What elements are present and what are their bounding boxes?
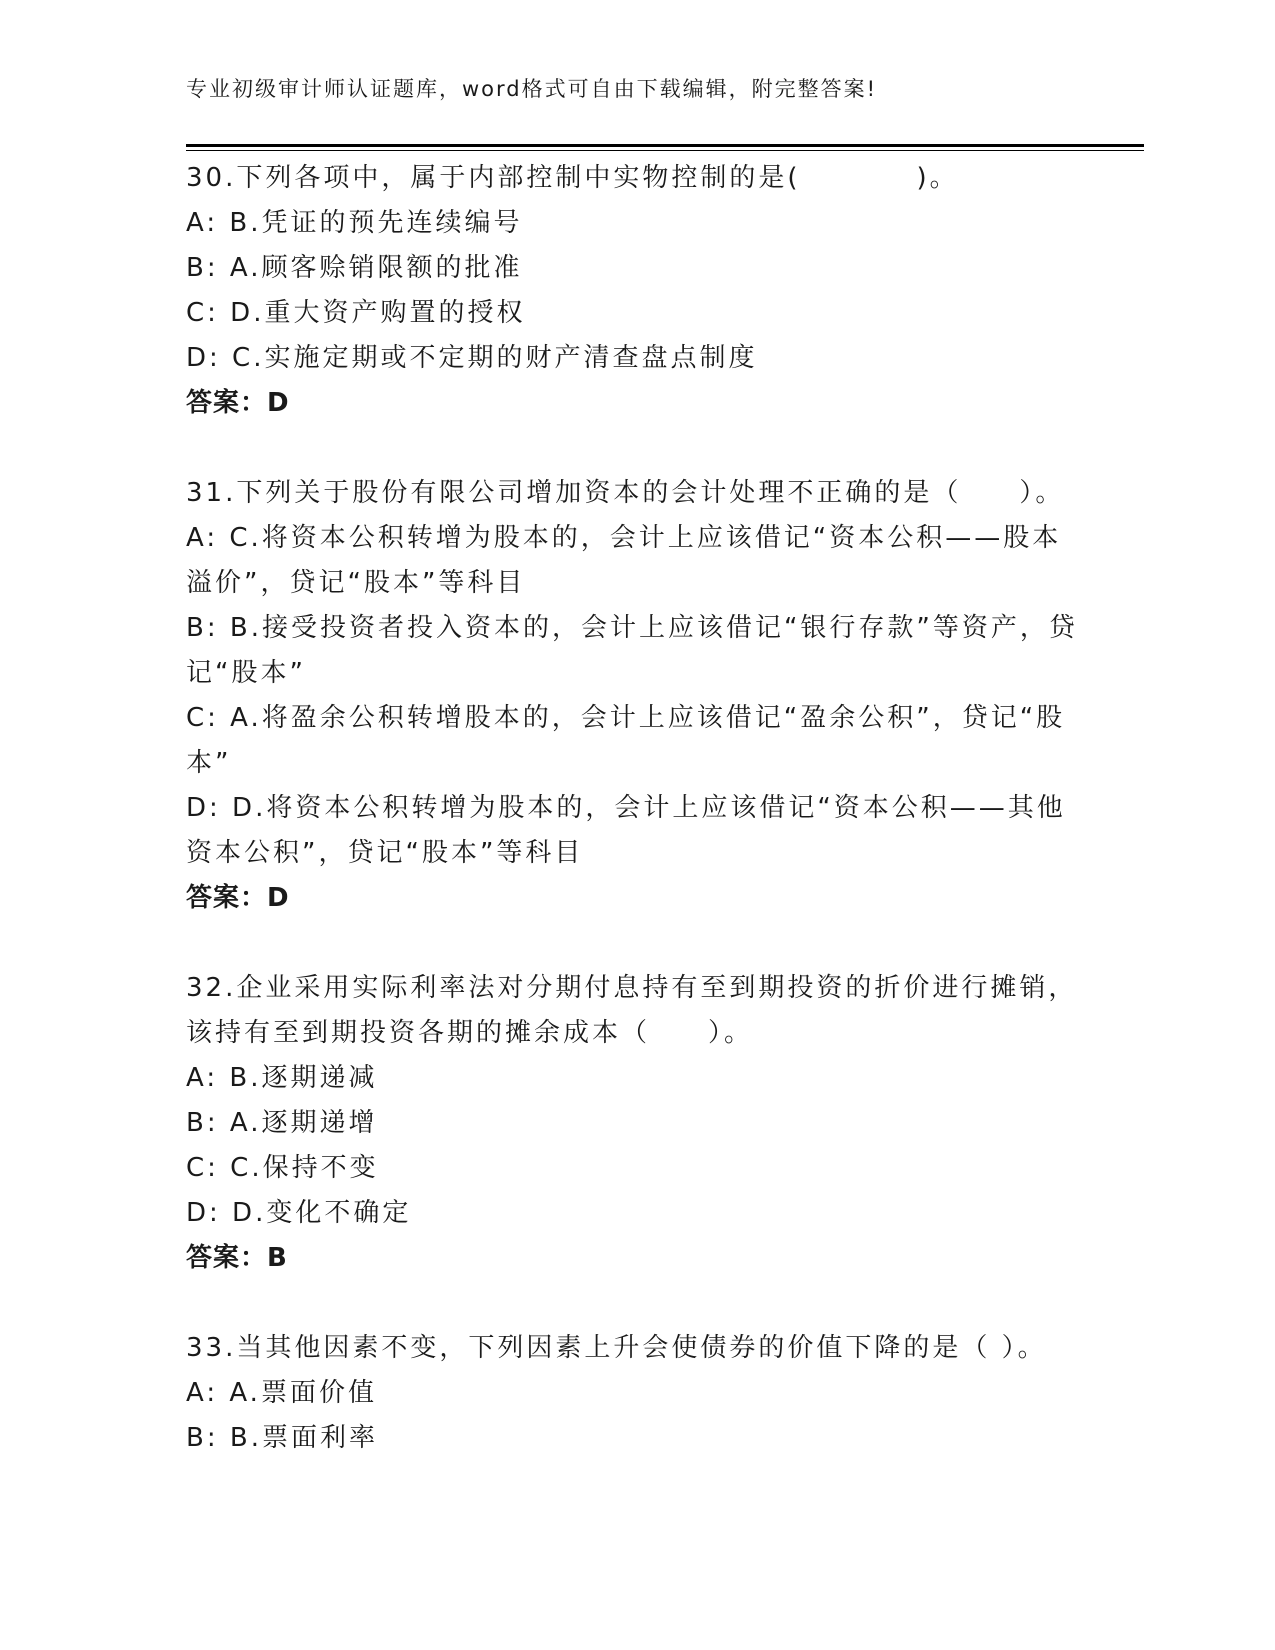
answer-line: 答案：B	[186, 1243, 288, 1273]
question-32	[186, 966, 1086, 1281]
option-c: C: C.保持不变	[186, 1153, 379, 1183]
question-stem: 32.企业采用实际利率法对分期付息持有至到期投资的折价进行摊销，该持有至到期投资各期的摊余成本（ ）。	[186, 973, 1078, 1048]
question-list	[186, 156, 1086, 1461]
question-stem: 30.下列各项中，属于内部控制中实物控制的是( )。	[186, 163, 959, 193]
option-a: A: B.凭证的预先连续编号	[186, 208, 523, 238]
answer-line: 答案：D	[186, 883, 290, 913]
option-d: D: D.变化不确定	[186, 1198, 412, 1228]
option-b: B: A.逐期递增	[186, 1108, 378, 1138]
option-b: B: B.票面利率	[186, 1423, 378, 1453]
option-a: A: A.票面价值	[186, 1378, 377, 1408]
option-d: D: D.将资本公积转增为股本的，会计上应该借记“资本公积——其他资本公积”，贷记“股本”等科目	[186, 793, 1066, 868]
header-rule-thin	[186, 150, 1144, 151]
option-b: B: A.顾客赊销限额的批准	[186, 253, 523, 283]
question-33	[186, 1326, 1086, 1461]
answer-line: 答案：D	[186, 388, 290, 418]
option-a: A: B.逐期递减	[186, 1063, 378, 1093]
option-d: D: C.实施定期或不定期的财产清查盘点制度	[186, 343, 758, 373]
option-c: C: A.将盈余公积转增股本的，会计上应该借记“盈余公积”，贷记“股本”	[186, 703, 1066, 778]
option-a: A: C.将资本公积转增为股本的，会计上应该借记“资本公积——股本溢价”，贷记“股本”等科目	[186, 523, 1062, 598]
question-stem: 33.当其他因素不变，下列因素上升会使债券的价值下降的是（ ）。	[186, 1333, 1047, 1363]
page-header: 专业初级审计师认证题库，word格式可自由下载编辑，附完整答案!	[186, 77, 878, 101]
header-rule-thick	[186, 144, 1144, 147]
option-b: B: B.接受投资者投入资本的，会计上应该借记“银行存款”等资产，贷记“股本”	[186, 613, 1078, 688]
question-30	[186, 156, 1086, 426]
question-stem: 31.下列关于股份有限公司增加资本的会计处理不正确的是（ ）。	[186, 478, 1065, 508]
question-31	[186, 471, 1086, 921]
option-c: C: D.重大资产购置的授权	[186, 298, 526, 328]
